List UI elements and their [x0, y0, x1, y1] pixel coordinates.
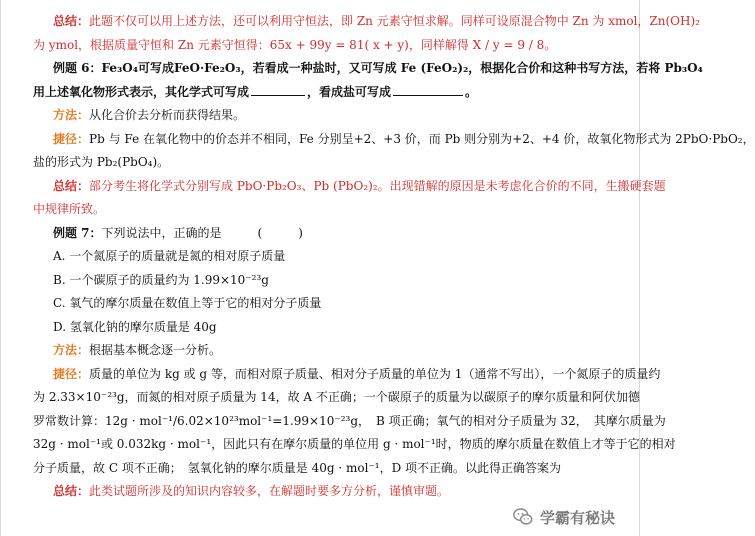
shortcut-paragraph-6: [33, 128, 755, 152]
method-text: 从化合价去分析而获得结果。: [89, 108, 246, 122]
summary-label: 总结：: [53, 178, 90, 193]
answer-blank-oxide[interactable]: [251, 83, 305, 96]
shortcut-text: Pb 与 Fe 在氧化物中的价态并不相同，Fe 分别呈+2、+3 价，而 Pb 则分别为+2、+4 价，故氧化物形式为 2PbO·PbO₂，: [89, 131, 755, 146]
summary-text: 部分考生将化学式分别写成 PbO·Pb₂O₃、Pb (PbO₂)₂。出现错解的原因是未考虑化合价的不同，生搬硬套题: [89, 178, 666, 193]
method-paragraph-7: [33, 339, 619, 363]
example-7-text: 下列说法中，正确的是 ( ): [101, 225, 303, 240]
summary-label: 总结：: [53, 14, 90, 28]
example-7-label: 例题 7：: [53, 225, 102, 240]
shortcut-line-2: 为 2.33×10⁻²³g，而氮的相对原子质量为 14，故 A 不正确；一个碳原子的质量为以碳原子的摩尔质量和阿伏加德: [33, 390, 640, 404]
summary-paragraph-6: [33, 175, 666, 199]
summary-paragraph-1: [33, 10, 700, 34]
summary-text: 此类试题所涉及的知识内容较多，在解题时要多方分析，谨慎审题。: [89, 484, 450, 498]
method-text: 根据基本概念逐一分析。: [89, 343, 222, 357]
watermark-text: 学霸有秘诀: [539, 508, 615, 527]
shortcut-paragraph-7: [33, 363, 661, 387]
method-label: 方法：: [53, 343, 90, 357]
example-6-question-continued: 用上述氧化物形式表示，其化学式可写成 ，看成盐可写成 。: [33, 84, 478, 99]
option-a: A. 一个氮原子的质量就是氮的相对原子质量: [53, 249, 286, 263]
shortcut-text: 质量的单位为 kg 或 g 等，而相对原子质量、相对分子质量的单位为 1（通常不写出），一个氮原子的质量约: [89, 366, 661, 381]
method-paragraph-6: [33, 104, 619, 128]
shortcut-label: 捷径：: [53, 366, 90, 381]
summary-label: 总结：: [53, 484, 90, 498]
example-6-label: 例题 6：: [53, 61, 102, 75]
example-6-text: Fe₃O₄可写成FeO·Fe₂O₃，若看成一种盐时，又可写成 Fe (FeO₂)₂，根据化合价和这种书写方法，若将 Pb₃O₄: [101, 61, 703, 75]
summary-text: 此题不仅可以用上述方法，还可以利用守恒法，即 Zn 元素守恒求解。同样可设原混合物中 Zn 为 xmol，Zn(OH)₂: [89, 14, 700, 28]
option-d: D. 氢氧化钠的摩尔质量是 40g: [53, 319, 217, 334]
shortcut-line-4: 32g · mol⁻¹或 0.032kg · mol⁻¹，因此只有在摩尔质量的单位用 g · mol⁻¹时，物质的摩尔质量在数值上才等于它的相对: [33, 437, 676, 451]
option-b: B. 一个碳原子的质量约为 1.99×10⁻²³g: [53, 272, 269, 287]
example-6-question: [33, 57, 703, 81]
option-c: C. 氧气的摩尔质量在数值上等于它的相对分子质量: [53, 296, 322, 310]
shortcut-label: 捷径：: [53, 131, 90, 146]
shortcut-line-5: 分子质量，故 C 项不正确； 氢氧化钠的摩尔质量是 40g · mol⁻¹，D 项不正确。以此得正确答案为: [33, 460, 562, 475]
summary-continuation: 为 ymol，根据质量守恒和 Zn 元素守恒得：65x + 99y = 81( x + y)，同样解得 X / y = 9 / 8。: [33, 37, 557, 52]
summary-paragraph-7: [33, 480, 619, 504]
method-label: 方法：: [53, 108, 90, 122]
shortcut-continuation-6: 盐的形式为 Pb₂(PbO₄)。: [33, 155, 170, 169]
watermark: [508, 504, 619, 530]
example-7-question: [33, 222, 619, 246]
summary-continuation-6: 中规律所致。: [33, 202, 106, 216]
answer-blank-salt[interactable]: [393, 83, 463, 96]
shortcut-line-3: 罗常数计算：12g · mol⁻¹/6.02×10²³mol⁻¹=1.99×10⁻²³g， B 项正确；氧气的相对分子质量为 32， 其摩尔质量为: [33, 413, 666, 428]
wechat-icon: [512, 506, 534, 528]
